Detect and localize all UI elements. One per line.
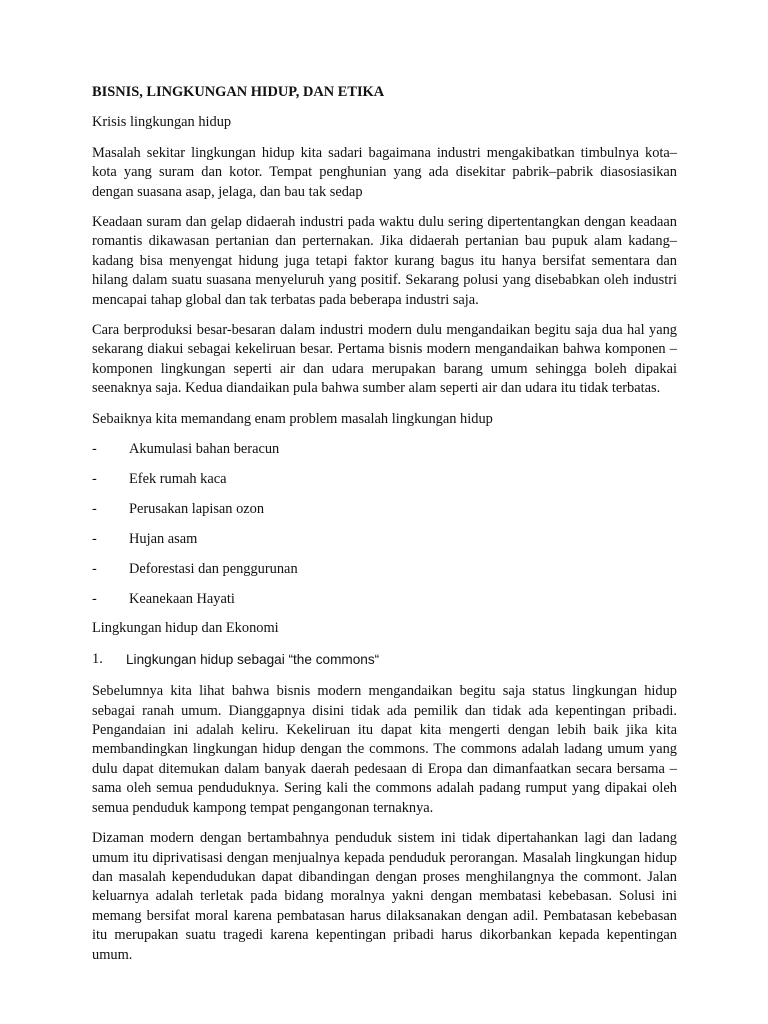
list-item-text: Efek rumah kaca	[129, 470, 227, 487]
list-item	[92, 500, 677, 519]
section-heading-krisis: Krisis lingkungan hidup	[92, 114, 232, 131]
numbered-heading-text: Lingkungan hidup sebagai “the commons“	[126, 651, 380, 667]
list-item	[92, 590, 677, 609]
section-heading-ekonomi: Lingkungan hidup dan Ekonomi	[92, 620, 279, 637]
paragraph: Masalah sekitar lingkungan hidup kita sadari bagaimana industri mengakibatkan timbulnya kota–kota yang suram dan kotor. Tempat penghunian yang ada disekitar pabrik–pabrik diasosiasikan dengan suasana asap, jelaga, dan bau tak sedap	[92, 144, 677, 200]
list-item-text: Perusakan lapisan ozon	[129, 500, 265, 517]
list-item-text: Deforestasi dan penggurunan	[129, 560, 298, 577]
document-body	[92, 83, 677, 976]
paragraph: Dizaman modern dengan bertambahnya penduduk sistem ini tidak dipertahankan lagi dan ladang umum itu diprivatisasi dengan menjualnya kepada penduduk perorangan. Masalah lingkungan hidup dan masalah kependudukan dapat dibandingan dengan proses menghilangnya the commont. Jalan keluarnya adalah terletak pada bidang moralnya yakni dengan membatasi kebebasan. Solusi ini memang bersifat moral karena pembatasan harus dilaksanakan dengan adil. Pembatasan kebebasan itu merupakan suatu tragedi karena kepentingan pribadi harus dikorbankan kepada kepentingan umum.	[92, 830, 677, 963]
paragraph: Keadaan suram dan gelap didaerah industri pada waktu dulu sering dipertentangkan dengan keadaan romantis dikawasan pertanian dan perternakan. Jika didaerah pertanian bau pupuk alam kadang–kadang bisa menyengat hidung juga tetapi faktor kurang bagus itu hanya bersifat sementara dan hilang dalam suatu suasana menyeluruh yang positif. Sekarang polusi yang disebabkan oleh industri mencapai tahap global dan tak terbatas pada beberapa industri saja.	[92, 214, 677, 308]
list-item	[92, 470, 677, 489]
problem-list	[92, 440, 677, 609]
list-item-text: Keanekaan Hayati	[129, 590, 235, 607]
numbered-heading	[92, 650, 677, 669]
list-item-text: Akumulasi bahan beracun	[129, 441, 280, 458]
document-title: BISNIS, LINGKUNGAN HIDUP, DAN ETIKA	[92, 84, 385, 100]
list-item	[92, 560, 677, 579]
list-item	[92, 440, 677, 459]
list-marker: -	[92, 590, 97, 607]
paragraph-intro-list: Sebaiknya kita memandang enam problem masalah lingkungan hidup	[92, 410, 493, 427]
list-marker: -	[92, 560, 97, 577]
list-item-text: Hujan asam	[129, 530, 198, 547]
paragraph: Sebelumnya kita lihat bahwa bisnis modern mengandaikan begitu saja status lingkungan hidup sebagai ranah umum. Dianggapnya disini tidak ada pemilik dan tidak ada kepentingan pribadi. Pengandaian ini adalah keliru. Kekeliruan itu dapat kita mengerti dengan lebih baik jika kita membandingkan lingkungan hidup dengan the commons. The commons adalah ladang umum yang dulu dapat ditemukan dalam banyak daerah pedesaan di Eropa dan dimanfaatkan secara bersama – sama oleh semua penduduknya. Sering kali the commons adalah padang rumput yang dipakai oleh semua penduduk kampong tempat pengangonan ternaknya.	[92, 683, 677, 816]
list-marker: -	[92, 441, 97, 458]
list-item	[92, 530, 677, 549]
numbered-heading-number: 1.	[92, 650, 103, 667]
list-marker: -	[92, 530, 97, 547]
list-marker: -	[92, 470, 97, 487]
paragraph: Cara berproduksi besar-besaran dalam industri modern dulu mengandaikan begitu saja dua hal yang sekarang diakui sebagai kekeliruan besar. Pertama bisnis modern mengandaikan bahwa komponen – komponen lingkungan seperti air dan udara merupakan barang umum sehingga boleh dipakai seenaknya saja. Kedua diandaikan pula bahwa sumber alam seperti air dan udara itu tidak terbatas.	[92, 322, 677, 397]
list-marker: -	[92, 500, 97, 517]
